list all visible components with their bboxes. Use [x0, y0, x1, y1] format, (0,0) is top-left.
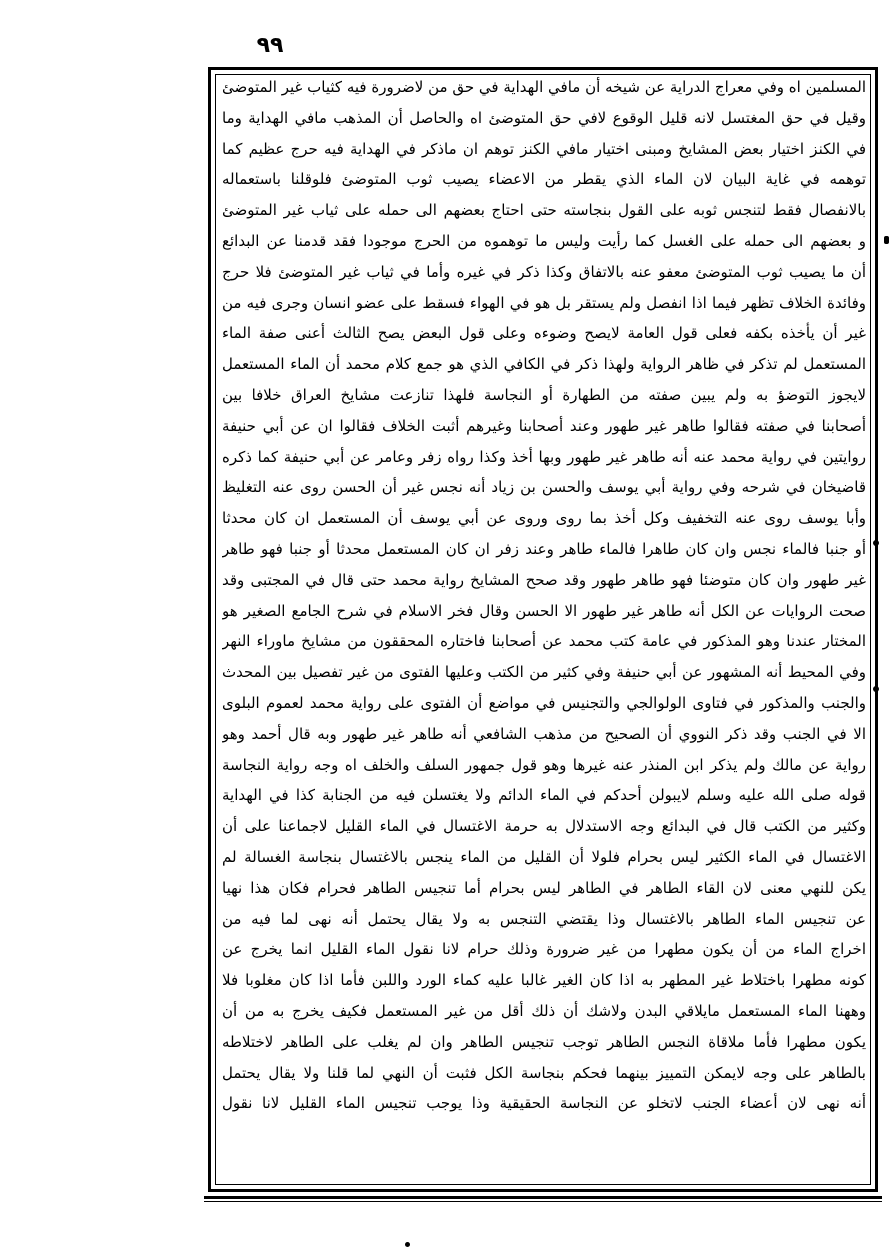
text-line: بالانفصال فقط لتنجس ثوبه على القول بنجاسته حتى احتاج بعضهم الى حمله على ثياب غير المتوضئ: [222, 201, 866, 220]
text-line: بالطاهر على وجه لايمكن التمييز بينهما فحكم بنجاسة الكل فثبت أن النهي لما قلنا ولا يقال يحتمل: [222, 1063, 866, 1082]
text-line: يكن للنهي معنى لان القاء الطاهر في الطاهر ليس بحرام أما تنجيس الطاهر فحرام فكان هذا نهيا: [222, 878, 866, 897]
bottom-rule-thin: [204, 1201, 882, 1202]
text-line: وفي المحيط أنه المشهور عن أبي حنيفة وفي كثير من الكتب وعليها الفتوى من غير تفصيل بين المحدث: [222, 663, 866, 682]
text-line: يكون مطهرا فأما ملاقاة النجس الطاهر توجب تنجيس الطاهر وان لم يغلب على الطاهر لاختلاطه: [222, 1032, 866, 1051]
page-number: ٩٩: [256, 33, 284, 58]
text-line: غير طهور وان كان متوضئا فهو طاهر طهور وقد صحح المشايخ رواية محمد حتى قال في المجتبى وقد: [222, 570, 866, 589]
text-line: روايتين في رواية محمد عنه أنه طاهر غير طهور وبها أخذ وكذا رواه زفر وعامر عن أبي حنيفة كما ذكره: [222, 447, 866, 466]
text-line: وفائدة الخلاف تظهر فيما اذا انفصل ولم يستقر بل هو في الهواء فسقط على عضو انسان وجرى فيه من: [222, 293, 866, 312]
text-line: كونه مطهرا باختلاط غير المطهر به اذا كان الغير غالبا عليه كماء الورد واللبن فأما اذا كان مغلوبا فلا: [222, 971, 866, 990]
text-line: وقيل في حق المغتسل لانه قليل الوقوع لافي حق المتوضئ اه والحاصل أن المذهب مافي الهداية وما: [222, 108, 866, 127]
text-line: وكثير من الكتب قال في البدائع وجه الاستدلال به حرمة الاغتسال في الماء القليل لاجماعنا على أن: [222, 817, 866, 836]
text-line: المستعمل لم تذكر في ظاهر الرواية ولهذا ذكر في الكافي الذي هو جمع كلام محمد أن الماء المستعمل: [222, 355, 866, 374]
text-line: أصحابنا في صفته فقالوا طاهر غير طهور وعند أصحابنا وغيرهم أثبت الخلاف فقالوا ان عن أبي حنيفة: [222, 416, 866, 435]
text-line: لايجوز التوضؤ به ولم يبين صفته من الطهارة أو النجاسة فلهذا تنازعت مشايخ العراق خلافا بين: [222, 385, 866, 404]
text-line: المختار عندنا وهو المذكور في عامة كتب محمد عن أصحابنا فاختاره المحققون من مشايخ ماوراء النهر: [222, 632, 866, 651]
bottom-dot: [405, 1242, 410, 1247]
text-line: توهمه في غاية البيان لان الماء الذي يقطر من الاعضاء يصيب ثوب المتوضئ فلوقلنا باستعماله: [222, 170, 866, 189]
text-line: قوله صلى الله عليه وسلم لايبولن أحدكم في الماء الدائم ولا يغتسلن فيه من الجنابة كذا في الهداية: [222, 786, 866, 805]
text-line: المسلمين اه وفي معراج الدراية عن شيخه أن مافي الهداية في حق من لاضرورة فيه كثياب غير المتوضئ: [222, 78, 866, 96]
text-body: [222, 72, 866, 1180]
text-line: اخراج الماء من أن يكون مطهرا من غير ضرورة وذلك حرام لانا نقول الماء القليل انما يخرج عن: [222, 940, 866, 959]
text-line: و بعضهم الى حمله على الغسل كما رأيت وليس ما توهموه من الحرج موجودا فقد قدمنا عن البدائع: [222, 231, 866, 250]
text-line: والجنب والمذكور في فتاوى الولوالجي والتجنيس في مواضع أن الفتوى على رواية محمد لعموم البلوى: [222, 693, 866, 712]
margin-mark: [873, 540, 879, 546]
margin-mark: [884, 236, 889, 244]
text-line: صحت الروايات عن الكل أنه طاهر غير طهور الا الحسن وقال فخر الاسلام في شرح الجامع الصغير هو: [222, 601, 866, 620]
text-line: في الكنز اختيار بعض المشايخ ومبنى اختيار مافي الكنز توهم ان ماذكر في الهداية فيه حرج عظيم كما: [222, 139, 866, 158]
text-line: أو جنبا فالماء نجس وان كان طاهرا فالماء طاهر وعند زفر ان كان المستعمل محدثا أو جنبا فهو طاهر: [222, 539, 866, 558]
text-line: رواية عن مالك ولم يذكر ابن المنذر عنه غيرها وهو قول جمهور السلف والخلف اه وجه رواية النجاسة: [222, 755, 866, 774]
text-line: غير أن يأخذه بكفه فعلى قول العامة لايصح وضوءه وعلى قول البعض يصح الثالث أعنى صفة الماء: [222, 324, 866, 343]
text-line: الاغتسال في الماء الكثير ليس بحرام فلولا أن القليل من الماء ينجس بالاغتسال بنجاسة الغسالة لم: [222, 847, 866, 866]
bottom-rule: [204, 1196, 882, 1199]
text-line: قاضيخان في شرحه وفي رواية أبي يوسف والحسن بن زياد أنه نجس غير أن الحسن روى عنه التغليظ: [222, 478, 866, 497]
text-line: أن ما يصيب ثوب المتوضئ معفو عنه بالاتفاق وكذا ذكر في غيره وأما في ثياب غير المتوضئ فلا حرج: [222, 262, 866, 281]
margin-mark: [873, 686, 879, 692]
text-line: وههنا الماء المستعمل مايلاقي البدن ولاشك أن ذلك أقل من غير المستعمل فكيف يخرج به من أن: [222, 1001, 866, 1020]
text-line: عن تنجيس الماء الطاهر بالاغتسال وذا يقتضي التنجس به ولا يقال يحتمل أنه نهى لما فيه من: [222, 909, 866, 928]
text-line: أنه نهى لان أعضاء الجنب لاتخلو عن النجاسة الحقيقية وذا يوجب تنجيس الماء القليل لانا نقول: [222, 1094, 866, 1113]
text-line: الا في الجنب وقد ذكر النووي أن الصحيح من مذهب الشافعي أنه طاهر غير طهور وبه قال أحمد وهو: [222, 724, 866, 743]
text-line: وأبا يوسف روى عنه التخفيف وكل أخذ بما روى وروى عن أبي يوسف أن المستعمل ان كان محدثا: [222, 509, 866, 528]
